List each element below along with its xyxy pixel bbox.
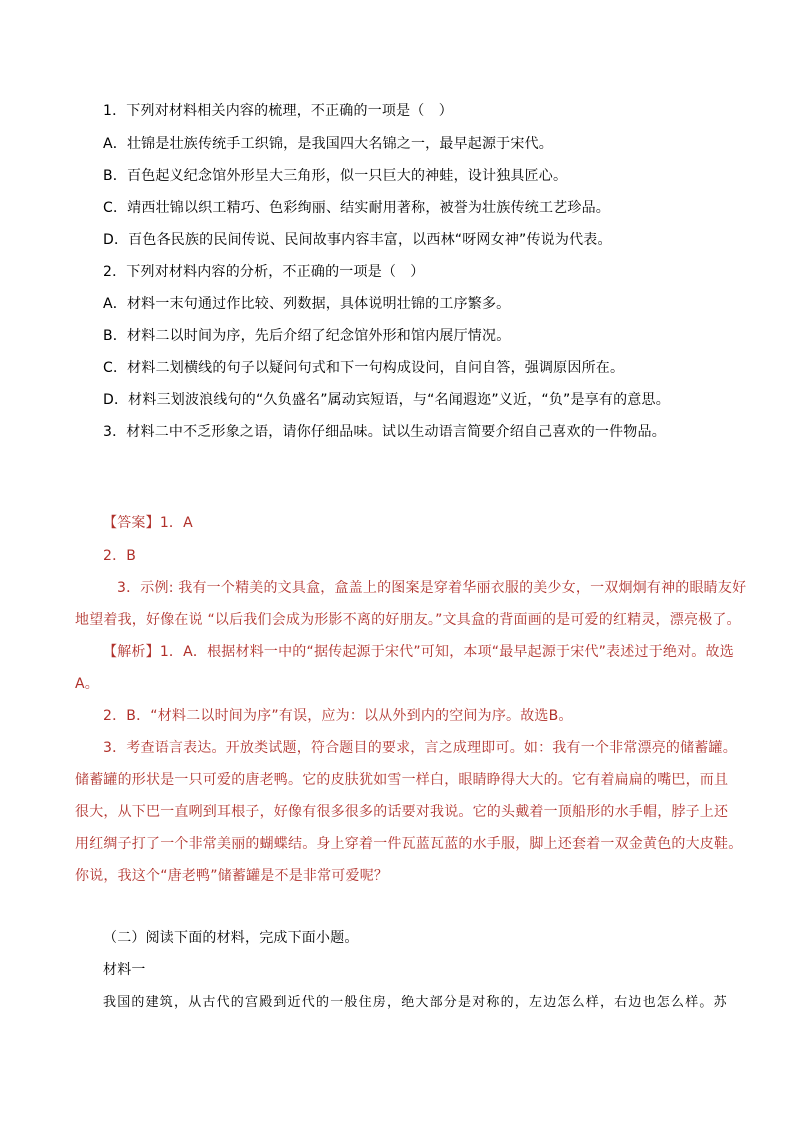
section-2-heading: （二）阅读下面的材料，完成下面小题。: [103, 930, 359, 946]
question-1-option-d: D．百色各民族的民间传说、民间故事内容丰富，以西林“呀网女神”传说为代表。: [103, 232, 612, 248]
question-2-option-c: C．材料二划横线的句子以疑问句式和下一句构成设问，自问自答，强调原因所在。: [103, 360, 625, 376]
analysis-label: 【解析】: [103, 644, 160, 660]
material-1-title: 材料一: [103, 962, 146, 978]
question-2: 2．下列对材料内容的分析，不正确的一项是（ ）: [103, 264, 425, 280]
material-1-text: 我国的建筑，从古代的宫殿到近代的一般住房，绝大部分是对称的，左边怎么样，右边也怎么样。苏: [103, 995, 728, 1010]
question-2-option-a: A．材料一末句通过作比较、列数据，具体说明壮锦的工序繁多。: [103, 296, 511, 312]
question-1-option-c: C．靖西壮锦以织工精巧、色彩绚丽、结实耐用著称，被誉为壮族传统工艺珍品。: [103, 200, 610, 216]
question-1-option-b: B．百色起义纪念馆外形呈大三角形，似一只巨大的神蛙，设计独具匠心。: [103, 168, 568, 184]
answer-2: 2．B: [103, 548, 137, 564]
analysis-2: 2．B．“材料二以时间为序”有误，应为：以从外到内的空间为序。故选B。: [103, 708, 573, 724]
answer-3-line-1: 3．示例: 我有一个精美的文具盒，盒盖上的图案是穿着华丽衣服的美少女，一双炯炯有神的眼睛友好: [117, 580, 747, 596]
answer-label: 【答案】: [103, 515, 160, 531]
analysis-1-line-2: A。: [75, 676, 99, 692]
analysis-1-line-1: 1．A．根据材料一中的“据传起源于宋代”可知，本项“最早起源于宋代”表述过于绝对。故选: [159, 644, 734, 660]
analysis-3-line-3: 很大，从下巴一直咧到耳根子，好像有很多很多的话要对我说。它的头戴着一顶船形的水手帽，脖子上还: [75, 804, 729, 820]
question-2-option-b: B．材料二以时间为序，先后介绍了纪念馆外形和馆内展厅情况。: [103, 328, 511, 344]
analysis-3-line-4: 用红绸子打了一个非常美丽的蝴蝶结。身上穿着一件瓦蓝瓦蓝的水手服，脚上还套着一双金黄色的大皮鞋。: [75, 836, 743, 852]
question-3: 3．材料二中不乏形象之语，请你仔细品味。试以生动语言简要介绍自己喜欢的一件物品。: [103, 424, 666, 440]
question-2-option-d: D．材料三划波浪线句的“久负盛名”属动宾短语，与“名闻遐迩”义近，“负”是享有的意思。: [103, 392, 670, 408]
analysis-3-line-1: 3．考查语言表达。开放类试题，符合题目的要求，言之成理即可。如：我有一个非常漂亮的储蓄罐。: [103, 740, 737, 756]
question-1: 1．下列对材料相关内容的梳理，不正确的一项是（ ）: [103, 103, 453, 119]
question-1-option-a: A．壮锦是壮族传统手工织锦，是我国四大名锦之一，最早起源于宋代。: [103, 136, 553, 152]
answer-line-1: [103, 513, 193, 533]
answer-3-line-2: 地望着我，好像在说 “以后我们会成为形影不离的好朋友。”文具盒的背面画的是可爱的红精灵，漂亮极了。: [75, 612, 741, 628]
answer-1: 1．A: [159, 515, 193, 531]
analysis-3-line-5: 你说，我这个“唐老鸭”储蓄罐是不是非常可爱呢？: [75, 868, 389, 884]
analysis-line-1: [103, 642, 734, 662]
analysis-3-line-2: 储蓄罐的形状是一只可爱的唐老鸭。它的皮肤犹如雪一样白，眼睛睁得大大的。它有着扁扁的嘴巴，而且: [75, 772, 729, 788]
